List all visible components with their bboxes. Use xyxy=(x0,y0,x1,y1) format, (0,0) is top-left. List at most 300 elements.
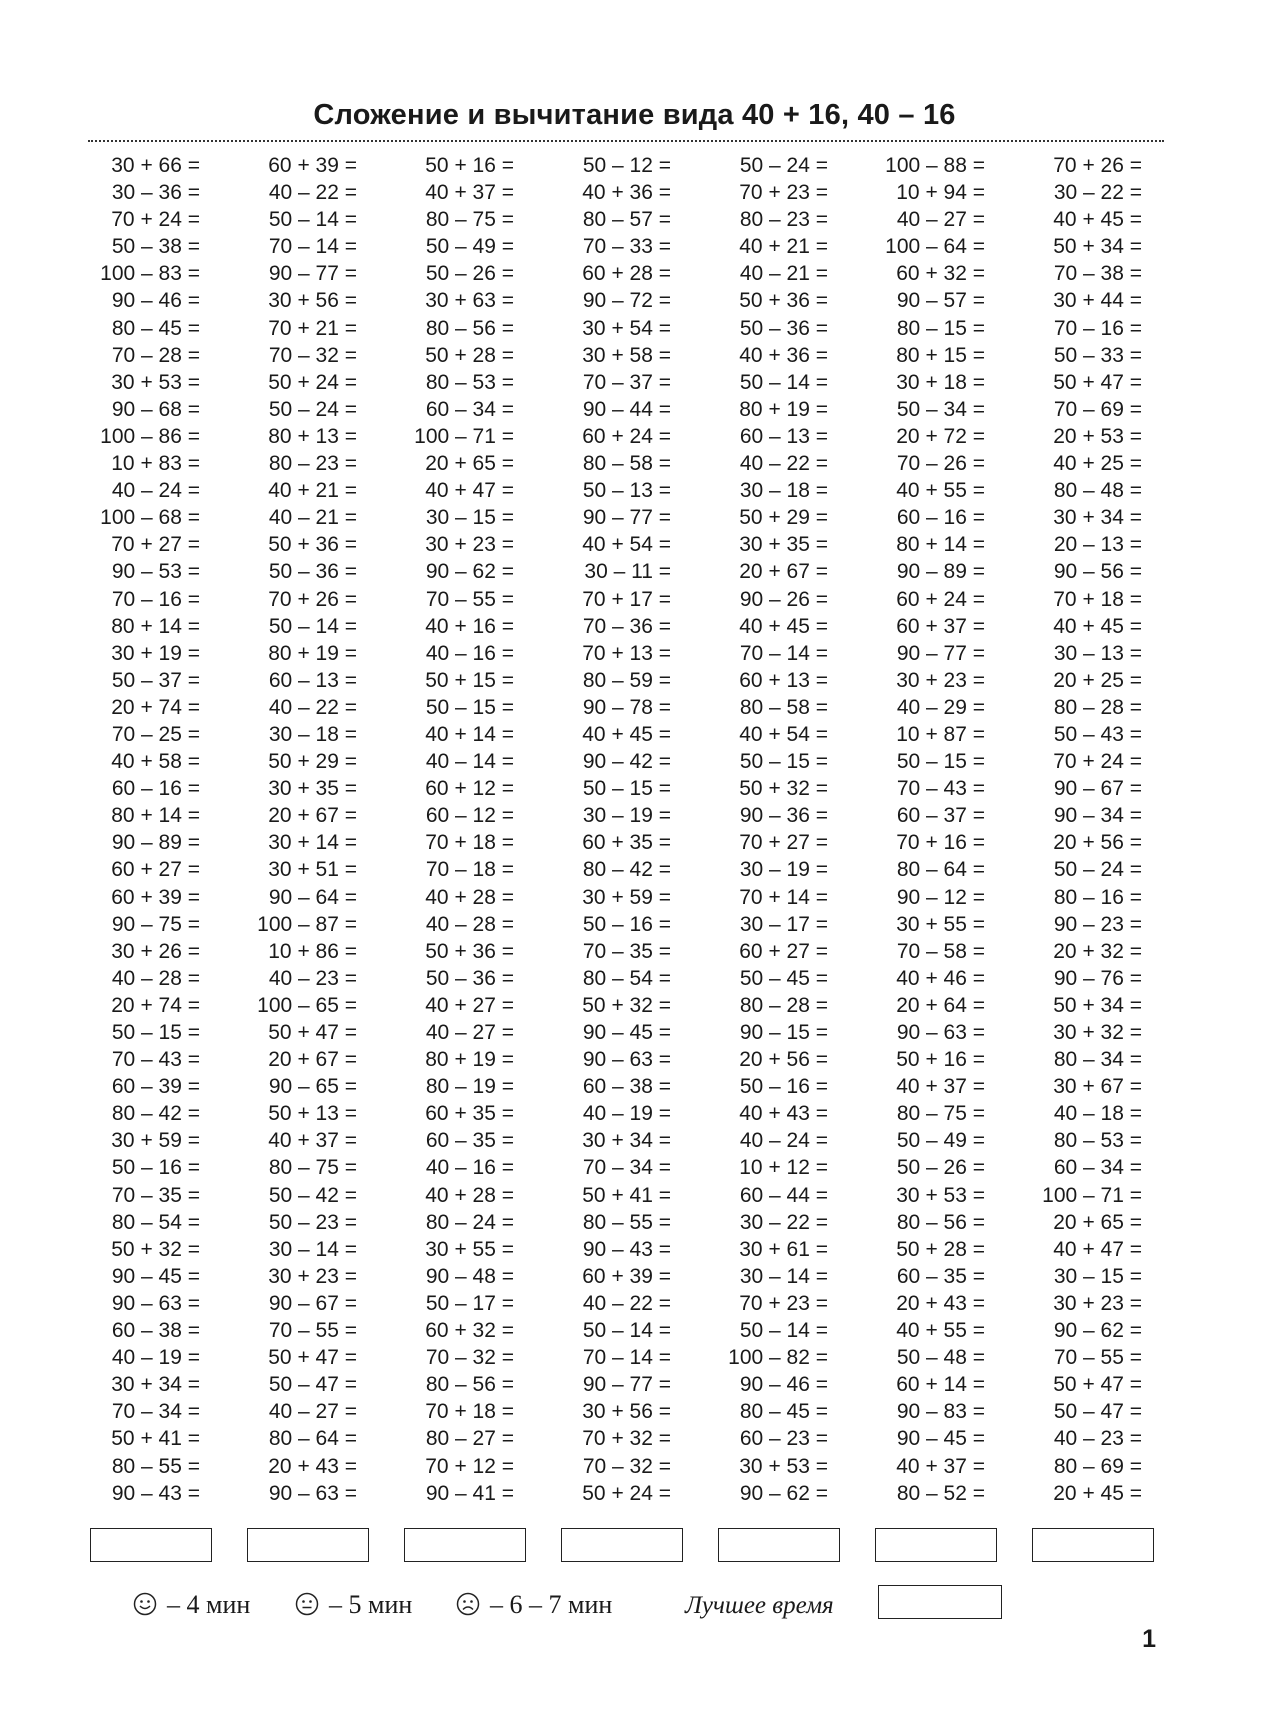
exercise-item: 90 – 77 = xyxy=(268,262,357,286)
exercise-item: 50 – 36 = xyxy=(425,966,514,990)
exercise-item: 30 – 18 = xyxy=(268,722,357,746)
exercise-item: 70 – 55 = xyxy=(1053,1346,1142,1370)
exercise-item: 80 – 45 = xyxy=(739,1400,828,1424)
time-box-6[interactable] xyxy=(875,1528,997,1562)
time-box-1[interactable] xyxy=(90,1528,212,1562)
exercise-item: 80 + 14 = xyxy=(896,533,985,557)
exercise-item: 90 – 43 = xyxy=(582,1237,671,1261)
exercise-item: 50 – 12 = xyxy=(582,154,671,177)
exercise-item: 30 – 19 = xyxy=(582,804,671,828)
exercise-item: 80 + 15 = xyxy=(896,343,985,367)
exercise-item: 60 – 35 = xyxy=(896,1264,985,1288)
exercise-item: 70 – 26 = xyxy=(896,452,985,476)
exercise-item: 70 + 32 = xyxy=(582,1427,671,1451)
exercise-item: 70 + 12 = xyxy=(425,1454,514,1478)
exercise-item: 40 + 37 = xyxy=(896,1075,985,1099)
exercise-item: 20 + 67 = xyxy=(739,560,828,584)
exercise-item: 20 + 56 = xyxy=(739,1048,828,1072)
exercise-item: 30 + 32 = xyxy=(1053,1021,1142,1044)
exercise-item: 70 – 43 = xyxy=(896,777,985,801)
exercise-item: 90 – 15 = xyxy=(739,1021,828,1044)
exercise-item: 80 – 53 = xyxy=(1053,1129,1142,1153)
exercise-item: 40 – 14 = xyxy=(425,750,514,774)
exercise-item: 40 + 45 = xyxy=(582,722,671,746)
exercise-item: 80 – 55 = xyxy=(582,1210,671,1234)
exercise-item: 40 – 19 = xyxy=(582,1102,671,1126)
exercise-item: 30 + 56 = xyxy=(268,289,357,313)
exercise-item: 30 + 19 = xyxy=(111,641,200,665)
exercise-item: 80 – 52 = xyxy=(896,1481,985,1505)
exercise-item: 30 + 51 = xyxy=(268,858,357,882)
exercise-item: 30 + 14 = xyxy=(268,831,357,855)
exercise-item: 80 + 19 = xyxy=(268,641,357,665)
exercise-item: 50 – 48 = xyxy=(896,1346,985,1370)
exercise-item: 60 + 39 = xyxy=(111,885,200,909)
exercise-item: 40 – 28 = xyxy=(111,966,200,990)
exercise-item: 80 – 54 = xyxy=(111,1210,200,1234)
exercise-item: 40 + 28 = xyxy=(425,1183,514,1207)
exercise-item: 70 – 34 = xyxy=(582,1156,671,1180)
exercise-item: 50 – 37 = xyxy=(111,668,200,692)
exercise-item: 80 + 19 = xyxy=(425,1048,514,1072)
exercise-item: 80 – 57 = xyxy=(582,208,671,232)
smiley-sad-icon xyxy=(456,1592,480,1616)
exercise-item: 30 – 14 = xyxy=(268,1237,357,1261)
exercise-item: 50 – 49 = xyxy=(425,235,514,259)
exercise-item: 60 + 39 = xyxy=(268,154,357,177)
exercise-item: 60 – 23 = xyxy=(739,1427,828,1451)
exercise-item: 90 – 45 = xyxy=(582,1021,671,1044)
exercise-item: 20 + 74 = xyxy=(111,993,200,1017)
exercise-item: 50 + 28 = xyxy=(896,1237,985,1261)
exercise-item: 30 + 61 = xyxy=(739,1237,828,1261)
exercise-item: 50 – 47 = xyxy=(1053,1400,1142,1424)
exercise-item: 50 – 36 = xyxy=(739,316,828,340)
exercise-item: 90 – 77 = xyxy=(582,506,671,530)
exercise-item: 60 + 24 = xyxy=(896,587,985,611)
exercise-item: 50 – 26 = xyxy=(425,262,514,286)
exercise-item: 50 – 15 = xyxy=(425,695,514,719)
exercise-item: 40 + 45 = xyxy=(1053,614,1142,638)
exercise-item: 70 – 32 = xyxy=(425,1346,514,1370)
exercise-item: 50 + 13 = xyxy=(268,1102,357,1126)
exercise-item: 40 + 46 = xyxy=(896,966,985,990)
exercise-item: 50 + 28 = xyxy=(425,343,514,367)
exercise-item: 80 – 28 = xyxy=(1053,695,1142,719)
exercise-item: 90 – 36 = xyxy=(739,804,828,828)
exercise-item: 50 + 32 = xyxy=(582,993,671,1017)
exercise-item: 40 + 55 = xyxy=(896,1319,985,1343)
exercise-item: 50 + 24 = xyxy=(582,1481,671,1505)
exercise-item: 40 – 27 = xyxy=(896,208,985,232)
exercise-item: 30 + 59 = xyxy=(111,1129,200,1153)
exercise-item: 50 + 36 = xyxy=(425,939,514,963)
exercise-item: 70 – 16 = xyxy=(111,587,200,611)
exercise-item: 90 – 43 = xyxy=(111,1481,200,1505)
exercise-item: 80 – 56 = xyxy=(425,316,514,340)
exercise-item: 50 – 14 = xyxy=(739,370,828,394)
exercise-item: 90 – 26 = xyxy=(739,587,828,611)
exercise-item: 60 + 24 = xyxy=(582,424,671,448)
exercise-item: 70 – 25 = xyxy=(111,722,200,746)
exercise-item: 30 – 19 = xyxy=(739,858,828,882)
exercise-item: 50 – 24 = xyxy=(1053,858,1142,882)
exercise-item: 70 + 13 = xyxy=(582,641,671,665)
exercise-item: 50 + 16 = xyxy=(896,1048,985,1072)
exercise-item: 90 – 48 = xyxy=(425,1264,514,1288)
exercise-item: 70 + 24 = xyxy=(1053,750,1142,774)
exercise-item: 70 – 18 = xyxy=(425,858,514,882)
exercise-item: 100 – 83 = xyxy=(100,262,200,286)
exercise-item: 40 – 23 = xyxy=(268,966,357,990)
exercise-item: 70 + 26 = xyxy=(268,587,357,611)
time-box-3[interactable] xyxy=(404,1528,526,1562)
exercise-item: 60 + 39 = xyxy=(582,1264,671,1288)
legend-sad-text: – 6 – 7 мин xyxy=(490,1590,613,1619)
exercise-item: 40 – 16 = xyxy=(425,641,514,665)
exercise-item: 80 – 75 = xyxy=(268,1156,357,1180)
exercise-item: 10 + 86 = xyxy=(268,939,357,963)
exercise-item: 30 + 53 = xyxy=(896,1183,985,1207)
exercise-item: 60 – 37 = xyxy=(896,804,985,828)
exercise-column-4 xyxy=(511,152,671,1507)
exercise-item: 60 + 28 = xyxy=(582,262,671,286)
exercise-item: 80 – 55 = xyxy=(111,1454,200,1478)
exercise-item: 80 – 75 = xyxy=(425,208,514,232)
exercise-item: 100 – 88 = xyxy=(885,154,985,177)
exercise-item: 40 + 47 = xyxy=(1053,1237,1142,1261)
exercise-item: 40 + 54 = xyxy=(739,722,828,746)
exercise-item: 10 + 94 = xyxy=(896,181,985,205)
exercise-item: 40 + 14 = xyxy=(425,722,514,746)
exercise-item: 50 – 15 = xyxy=(896,750,985,774)
exercise-item: 90 – 41 = xyxy=(425,1481,514,1505)
exercise-item: 40 + 36 = xyxy=(582,181,671,205)
exercise-item: 40 – 22 = xyxy=(268,695,357,719)
exercise-item: 70 – 35 = xyxy=(582,939,671,963)
exercise-item: 80 – 42 = xyxy=(582,858,671,882)
exercise-item: 80 – 15 = xyxy=(896,316,985,340)
exercise-item: 20 – 13 = xyxy=(1053,533,1142,557)
exercise-item: 80 – 16 = xyxy=(1053,885,1142,909)
exercise-item: 50 – 14 = xyxy=(268,208,357,232)
exercise-item: 80 – 75 = xyxy=(896,1102,985,1126)
exercise-item: 40 – 19 = xyxy=(111,1346,200,1370)
exercise-item: 90 – 63 = xyxy=(111,1291,200,1315)
exercise-item: 50 + 47 = xyxy=(1053,1373,1142,1397)
exercise-item: 80 – 24 = xyxy=(425,1210,514,1234)
exercise-item: 40 – 22 = xyxy=(268,181,357,205)
exercise-item: 30 – 22 = xyxy=(1053,181,1142,205)
exercise-item: 90 – 75 = xyxy=(111,912,200,936)
exercise-item: 40 + 43 = xyxy=(739,1102,828,1126)
exercise-item: 70 + 14 = xyxy=(739,885,828,909)
exercise-item: 90 – 89 = xyxy=(111,831,200,855)
page-number: 1 xyxy=(1142,1625,1156,1653)
exercise-item: 80 – 23 = xyxy=(268,452,357,476)
exercise-item: 50 – 42 = xyxy=(268,1183,357,1207)
exercise-item: 70 + 23 = xyxy=(739,181,828,205)
exercise-item: 80 – 58 = xyxy=(739,695,828,719)
exercise-item: 20 + 64 = xyxy=(896,993,985,1017)
exercise-item: 50 + 36 = xyxy=(739,289,828,313)
exercise-item: 40 + 21 = xyxy=(268,479,357,503)
exercise-item: 40 + 54 = xyxy=(582,533,671,557)
exercise-item: 80 – 45 = xyxy=(111,316,200,340)
exercise-item: 50 + 41 = xyxy=(111,1427,200,1451)
exercise-item: 30 – 11 = xyxy=(584,560,671,584)
exercise-item: 30 + 55 = xyxy=(425,1237,514,1261)
exercise-column-2 xyxy=(197,152,357,1507)
exercise-column-1 xyxy=(40,152,200,1507)
exercise-item: 70 – 34 = xyxy=(111,1400,200,1424)
exercise-item: 60 – 13 = xyxy=(268,668,357,692)
exercise-item: 50 – 14 = xyxy=(739,1319,828,1343)
exercise-item: 80 – 34 = xyxy=(1053,1048,1142,1072)
exercise-item: 70 – 32 = xyxy=(268,343,357,367)
exercise-item: 90 – 62 = xyxy=(739,1481,828,1505)
exercise-item: 90 – 67 = xyxy=(268,1291,357,1315)
exercise-item: 80 – 28 = xyxy=(739,993,828,1017)
exercise-item: 50 – 16 = xyxy=(111,1156,200,1180)
exercise-item: 50 – 24 = xyxy=(739,154,828,177)
exercise-item: 20 + 53 = xyxy=(1053,424,1142,448)
exercise-item: 70 + 18 = xyxy=(425,831,514,855)
exercise-item: 50 + 24 = xyxy=(268,370,357,394)
exercise-item: 70 – 32 = xyxy=(582,1454,671,1478)
exercise-item: 90 – 63 = xyxy=(896,1021,985,1044)
exercise-item: 60 – 13 = xyxy=(739,424,828,448)
exercise-item: 50 – 36 = xyxy=(268,560,357,584)
exercise-item: 50 + 15 = xyxy=(425,668,514,692)
time-box-7[interactable] xyxy=(1032,1528,1154,1562)
exercise-item: 90 – 57 = xyxy=(896,289,985,313)
exercise-item: 50 – 15 = xyxy=(582,777,671,801)
exercise-item: 40 + 37 = xyxy=(425,181,514,205)
exercise-item: 100 – 82 = xyxy=(728,1346,828,1370)
exercise-item: 90 – 65 = xyxy=(268,1075,357,1099)
exercise-item: 90 – 34 = xyxy=(1053,804,1142,828)
exercise-item: 40 – 24 = xyxy=(111,479,200,503)
exercise-item: 70 + 18 = xyxy=(1053,587,1142,611)
smiley-happy-icon xyxy=(133,1592,157,1616)
exercise-item: 20 + 56 = xyxy=(1053,831,1142,855)
legend-sad xyxy=(456,1590,612,1620)
exercise-item: 40 + 45 = xyxy=(1053,208,1142,232)
exercise-item: 40 + 45 = xyxy=(739,614,828,638)
exercise-item: 80 – 64 = xyxy=(896,858,985,882)
exercise-item: 60 + 32 = xyxy=(896,262,985,286)
exercise-item: 30 + 34 = xyxy=(582,1129,671,1153)
exercise-item: 30 + 23 = xyxy=(1053,1291,1142,1315)
exercise-item: 50 – 26 = xyxy=(896,1156,985,1180)
exercise-item: 40 – 21 = xyxy=(268,506,357,530)
exercise-item: 80 – 54 = xyxy=(582,966,671,990)
exercise-item: 40 + 47 = xyxy=(425,479,514,503)
exercise-item: 40 + 37 = xyxy=(896,1454,985,1478)
exercise-column-5 xyxy=(668,152,828,1507)
exercise-item: 50 – 33 = xyxy=(1053,343,1142,367)
exercise-item: 100 – 64 = xyxy=(885,235,985,259)
exercise-item: 90 – 72 = xyxy=(582,289,671,313)
exercise-item: 50 – 15 = xyxy=(111,1021,200,1044)
exercise-item: 70 – 43 = xyxy=(111,1048,200,1072)
exercise-item: 50 + 32 = xyxy=(111,1237,200,1261)
exercise-item: 30 + 63 = xyxy=(425,289,514,313)
exercise-item: 80 – 42 = xyxy=(111,1102,200,1126)
exercise-item: 40 + 36 = xyxy=(739,343,828,367)
exercise-item: 90 – 62 = xyxy=(1053,1319,1142,1343)
exercise-item: 70 – 33 = xyxy=(582,235,671,259)
exercise-item: 30 + 18 = xyxy=(896,370,985,394)
exercise-item: 70 – 37 = xyxy=(582,370,671,394)
exercise-item: 30 + 23 = xyxy=(425,533,514,557)
legend-neutral-text: – 5 мин xyxy=(329,1590,413,1619)
exercise-item: 30 + 23 = xyxy=(896,668,985,692)
exercise-item: 90 – 89 = xyxy=(896,560,985,584)
exercise-item: 40 + 55 = xyxy=(896,479,985,503)
exercise-item: 40 – 16 = xyxy=(425,1156,514,1180)
time-box-4[interactable] xyxy=(561,1528,683,1562)
exercise-item: 50 – 14 = xyxy=(582,1319,671,1343)
exercise-item: 60 – 35 = xyxy=(425,1129,514,1153)
exercise-item: 60 + 12 = xyxy=(425,777,514,801)
exercise-item: 50 – 23 = xyxy=(268,1210,357,1234)
exercise-item: 70 – 38 = xyxy=(1053,262,1142,286)
page-title: Сложение и вычитание вида 40 + 16, 40 – 16 xyxy=(313,99,956,131)
exercise-item: 20 + 43 = xyxy=(268,1454,357,1478)
exercise-item: 10 + 83 = xyxy=(111,452,200,476)
exercise-item: 50 – 13 = xyxy=(582,479,671,503)
exercise-item: 30 – 13 = xyxy=(1053,641,1142,665)
exercise-item: 90 – 23 = xyxy=(1053,912,1142,936)
exercise-item: 70 – 28 = xyxy=(111,343,200,367)
exercise-item: 100 – 71 = xyxy=(414,424,514,448)
legend-happy-text: – 4 мин xyxy=(167,1590,251,1619)
exercise-item: 20 + 67 = xyxy=(268,804,357,828)
exercise-item: 70 – 14 = xyxy=(268,235,357,259)
exercise-item: 70 + 27 = xyxy=(739,831,828,855)
exercise-item: 70 + 16 = xyxy=(896,831,985,855)
exercise-item: 50 – 17 = xyxy=(425,1291,514,1315)
exercise-item: 20 + 43 = xyxy=(896,1291,985,1315)
exercise-item: 80 – 27 = xyxy=(425,1427,514,1451)
exercise-item: 100 – 68 = xyxy=(100,506,200,530)
exercise-item: 50 + 47 = xyxy=(1053,370,1142,394)
exercise-item: 40 – 24 = xyxy=(739,1129,828,1153)
exercise-item: 50 – 45 = xyxy=(739,966,828,990)
exercise-item: 70 – 36 = xyxy=(582,614,671,638)
exercise-item: 80 – 59 = xyxy=(582,668,671,692)
exercise-item: 50 + 47 = xyxy=(268,1346,357,1370)
exercise-item: 70 + 18 = xyxy=(425,1400,514,1424)
exercise-item: 20 + 65 = xyxy=(425,452,514,476)
exercise-item: 90 – 63 = xyxy=(268,1481,357,1505)
exercise-item: 60 + 14 = xyxy=(896,1373,985,1397)
exercise-item: 40 – 27 = xyxy=(425,1021,514,1044)
exercise-item: 90 – 63 = xyxy=(582,1048,671,1072)
exercise-item: 40 + 27 = xyxy=(425,993,514,1017)
time-box-5[interactable] xyxy=(718,1528,840,1562)
exercise-item: 80 + 14 = xyxy=(111,614,200,638)
exercise-item: 70 + 27 = xyxy=(111,533,200,557)
exercise-item: 30 – 22 = xyxy=(739,1210,828,1234)
exercise-item: 10 + 87 = xyxy=(896,722,985,746)
exercise-item: 30 + 23 = xyxy=(268,1264,357,1288)
exercise-item: 60 + 37 = xyxy=(896,614,985,638)
exercise-item: 90 – 76 = xyxy=(1053,966,1142,990)
exercise-item: 80 + 14 = xyxy=(111,804,200,828)
exercise-item: 30 – 15 = xyxy=(1053,1264,1142,1288)
exercise-item: 70 + 17 = xyxy=(582,587,671,611)
exercise-item: 50 – 38 = xyxy=(111,235,200,259)
exercise-item: 70 – 16 = xyxy=(1053,316,1142,340)
exercise-item: 50 + 34 = xyxy=(1053,235,1142,259)
exercise-column-7 xyxy=(982,152,1142,1507)
exercise-item: 50 – 34 = xyxy=(896,397,985,421)
exercise-item: 60 + 27 = xyxy=(111,858,200,882)
legend-happy xyxy=(133,1590,250,1620)
exercise-item: 40 – 29 = xyxy=(896,695,985,719)
exercise-item: 60 + 27 = xyxy=(739,939,828,963)
time-legend xyxy=(0,1590,1269,1630)
exercise-item: 50 + 29 = xyxy=(739,506,828,530)
exercise-item: 40 + 37 = xyxy=(268,1129,357,1153)
exercise-item: 30 + 35 = xyxy=(268,777,357,801)
time-box-2[interactable] xyxy=(247,1528,369,1562)
best-time-label: Лучшее время xyxy=(685,1592,834,1619)
exercise-item: 100 – 71 = xyxy=(1042,1183,1142,1207)
exercise-item: 50 – 43 = xyxy=(1053,722,1142,746)
exercise-item: 50 – 24 = xyxy=(268,397,357,421)
exercise-item: 90 – 56 = xyxy=(1053,560,1142,584)
best-time-box[interactable] xyxy=(878,1585,1002,1619)
exercise-item: 60 – 38 = xyxy=(582,1075,671,1099)
exercise-item: 90 – 44 = xyxy=(582,397,671,421)
exercise-item: 30 + 56 = xyxy=(582,1400,671,1424)
exercise-column-6 xyxy=(825,152,985,1507)
exercise-item: 40 + 28 = xyxy=(425,885,514,909)
exercise-item: 80 – 64 = xyxy=(268,1427,357,1451)
exercise-item: 30 – 14 = xyxy=(739,1264,828,1288)
exercise-item: 30 + 59 = xyxy=(582,885,671,909)
exercise-item: 50 + 47 = xyxy=(268,1021,357,1044)
exercise-item: 70 + 24 = xyxy=(111,208,200,232)
exercise-item: 90 – 45 = xyxy=(111,1264,200,1288)
exercise-column-3 xyxy=(354,152,514,1507)
exercise-item: 30 – 15 = xyxy=(425,506,514,530)
exercise-item: 90 – 67 = xyxy=(1053,777,1142,801)
exercise-item: 50 – 49 = xyxy=(896,1129,985,1153)
legend-neutral xyxy=(295,1590,412,1620)
exercise-item: 80 – 23 = xyxy=(739,208,828,232)
exercise-item: 90 – 45 = xyxy=(896,1427,985,1451)
exercise-item: 50 + 34 = xyxy=(1053,993,1142,1017)
exercise-item: 70 – 14 = xyxy=(739,641,828,665)
exercise-item: 10 + 12 = xyxy=(739,1156,828,1180)
exercise-item: 30 + 53 = xyxy=(739,1454,828,1478)
exercise-item: 20 + 65 = xyxy=(1053,1210,1142,1234)
exercise-item: 90 – 68 = xyxy=(111,397,200,421)
exercise-item: 40 + 25 = xyxy=(1053,452,1142,476)
exercise-item: 70 – 69 = xyxy=(1053,397,1142,421)
exercise-item: 70 – 58 = xyxy=(896,939,985,963)
exercise-item: 40 – 27 = xyxy=(268,1400,357,1424)
exercise-item: 90 – 77 = xyxy=(582,1373,671,1397)
exercise-item: 90 – 62 = xyxy=(425,560,514,584)
exercise-item: 30 + 44 = xyxy=(1053,289,1142,313)
exercise-item: 60 – 16 = xyxy=(896,506,985,530)
